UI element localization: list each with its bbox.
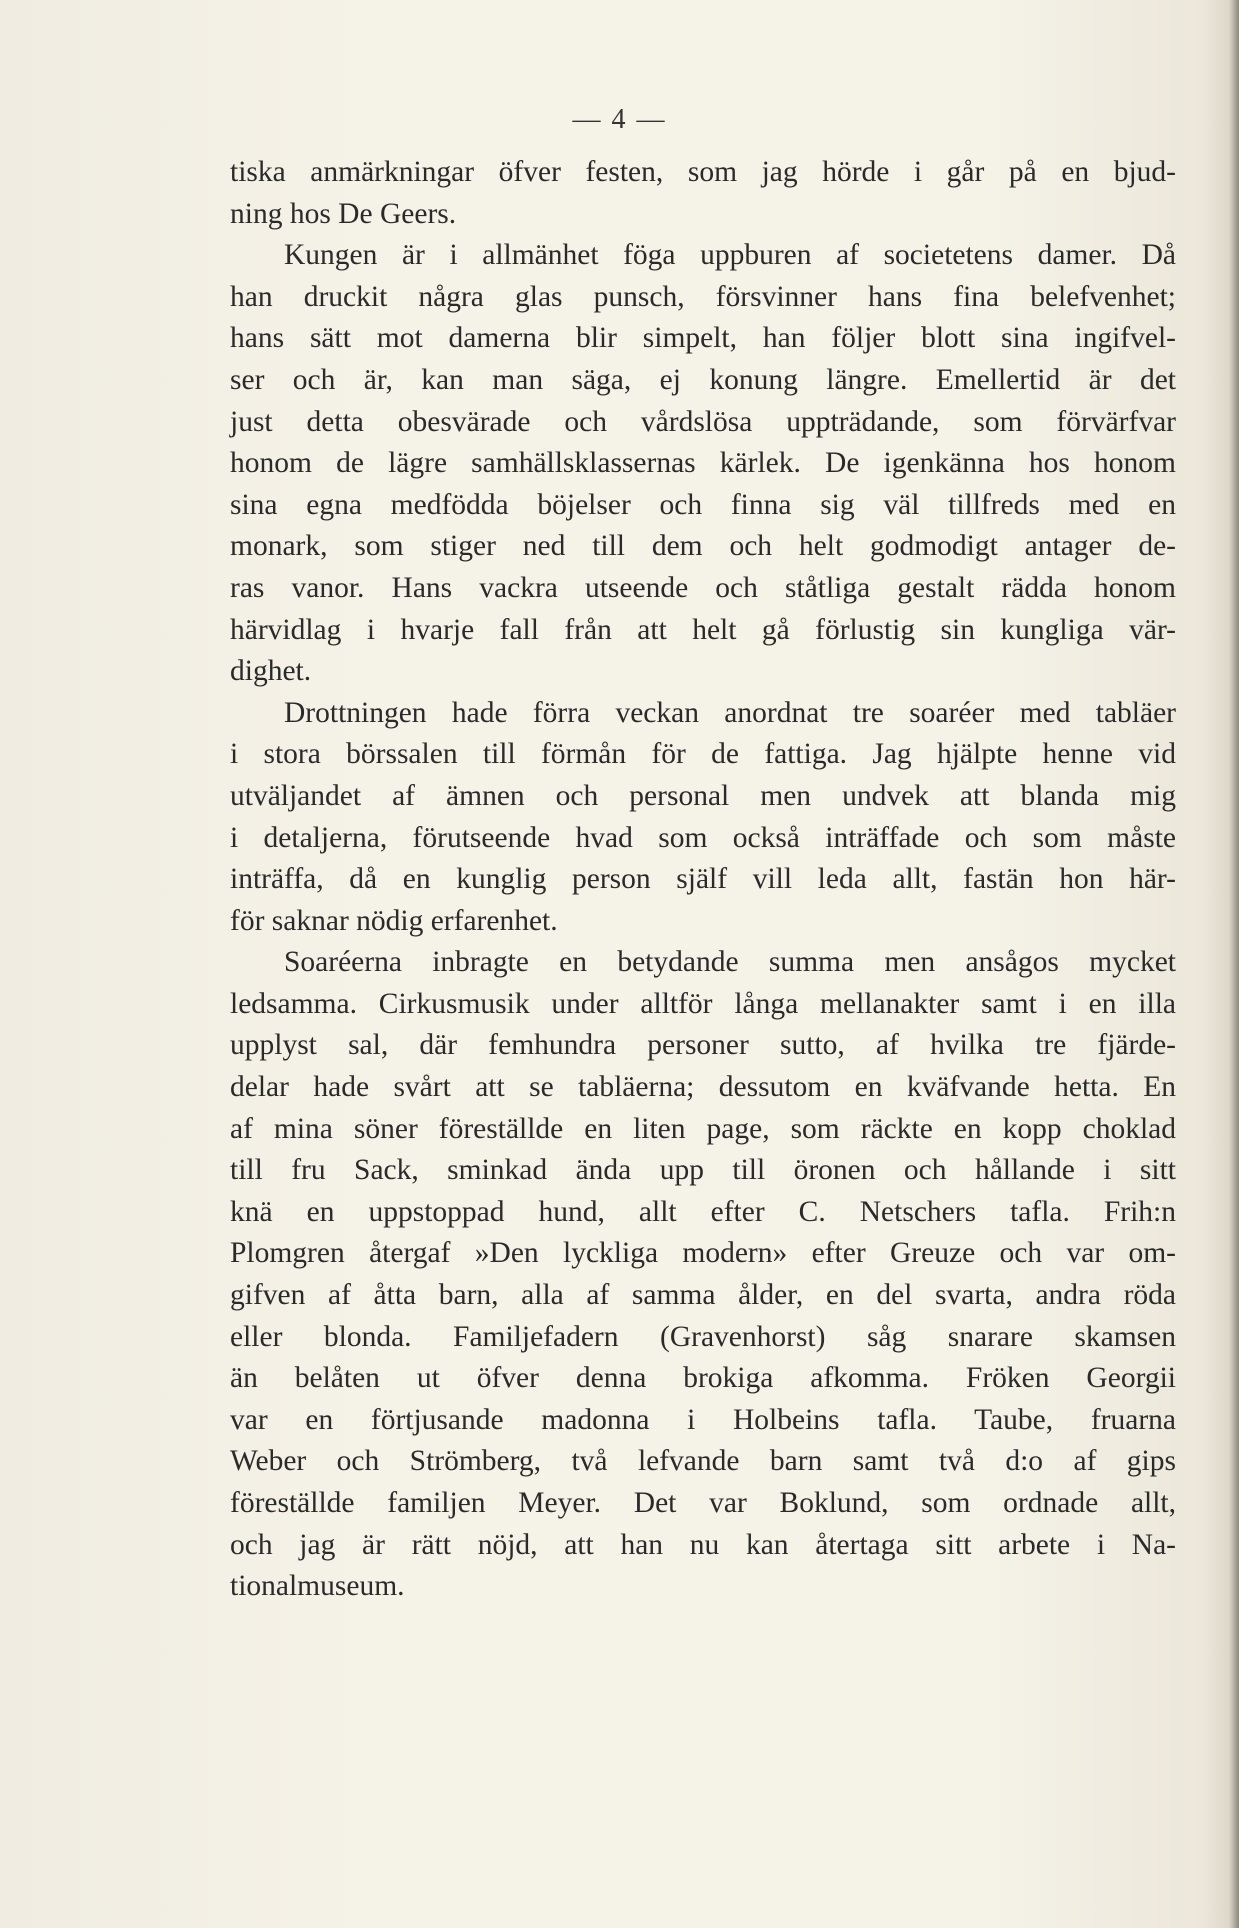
text-line: tionalmuseum. — [230, 1570, 405, 1603]
text-line: ning hos De Geers. — [230, 197, 457, 230]
text-line: honom de lägre samhällsklassernas kärlek. De igenkänna hos honom — [230, 447, 1176, 480]
text-line: tiska anmärkningar öfver festen, som jag hörde i går på en bjud- — [230, 156, 1176, 188]
text-line: af mina söner föreställde en liten page, som räckte en kopp choklad — [230, 1112, 1176, 1145]
text-line: ledsamma. Cirkusmusik under alltför långa mellanakter samt i en illa — [230, 987, 1176, 1020]
text-line: sina egna medfödda böjelser och finna sig väl tillfreds med en — [230, 488, 1176, 521]
paragraph — [230, 693, 1176, 943]
text-line: Soaréerna inbragte en betydande summa men ansågos mycket — [284, 946, 1176, 979]
paragraph — [230, 235, 1176, 693]
text-line: än belåten ut öfver denna brokiga afkomma. Fröken Georgii — [230, 1362, 1176, 1395]
text-line: eller blonda. Familjefadern (Gravenhorst) såg snarare skamsen — [230, 1320, 1176, 1353]
text-line: knä en uppstoppad hund, allt efter C. Netschers tafla. Frih:n — [230, 1195, 1176, 1228]
text-line: dighet. — [230, 655, 312, 688]
text-line: utväljandet af ämnen och personal men undvek att blanda mig — [230, 779, 1176, 812]
text-line: upplyst sal, där femhundra personer sutto, af hvilka tre fjärde- — [230, 1029, 1176, 1062]
text-line: Weber och Strömberg, två lefvande barn samt två d:o af gips — [230, 1445, 1176, 1478]
text-line: han druckit några glas punsch, försvinner hans fina belefvenhet; — [230, 280, 1176, 313]
text-line: härvidlag i hvarje fall från att helt gå förlustig sin kungliga vär- — [230, 613, 1176, 646]
text-line: ras vanor. Hans vackra utseende och ståtliga gestalt rädda honom — [230, 571, 1176, 604]
text-line: i detaljerna, förutseende hvad som också inträffade och som måste — [230, 821, 1176, 854]
paragraph — [230, 152, 1176, 235]
text-line: och jag är rätt nöjd, att han nu kan återtaga sitt arbete i Na- — [230, 1528, 1176, 1561]
text-line: Kungen är i allmänhet föga uppburen af societetens damer. Då — [284, 239, 1176, 272]
text-line: för saknar nödig erfarenhet. — [230, 904, 558, 937]
text-line: var en förtjusande madonna i Holbeins tafla. Taube, fruarna — [230, 1403, 1176, 1436]
paragraph — [230, 942, 1176, 1608]
text-line: föreställde familjen Meyer. Det var Boklund, som ordnade allt, — [230, 1487, 1176, 1519]
text-line: ser och är, kan man säga, ej konung längre. Emellertid är det — [230, 363, 1176, 396]
page-edge-shadow — [1229, 0, 1239, 1928]
text-line: gifven af åtta barn, alla af samma ålder, en del svarta, andra röda — [230, 1279, 1176, 1312]
text-line: inträffa, då en kunglig person själf vill leda allt, fastän hon här- — [230, 863, 1176, 896]
text-line: i stora börssalen till förmån för de fattiga. Jag hjälpte henne vid — [230, 738, 1176, 771]
text-line: Drottningen hade förra veckan anordnat tre soaréer med tabläer — [284, 696, 1176, 729]
text-line: monark, som stiger ned till dem och helt godmodigt antager de- — [230, 530, 1176, 563]
text-line: Plomgren återgaf »Den lyckliga modern» efter Greuze och var om- — [230, 1237, 1176, 1270]
text-line: till fru Sack, sminkad ända upp till öronen och hållande i sitt — [230, 1154, 1176, 1187]
body-text — [230, 152, 1176, 1608]
text-line: hans sätt mot damerna blir simpelt, han följer blott sina ingifvel- — [230, 322, 1176, 355]
text-line: just detta obesvärade och vårdslösa uppträdande, som förvärfvar — [230, 405, 1176, 438]
text-line: delar hade svårt att se tabläerna; dessutom en kväfvande hetta. En — [230, 1071, 1176, 1104]
page-number: — 4 — — [572, 104, 667, 135]
